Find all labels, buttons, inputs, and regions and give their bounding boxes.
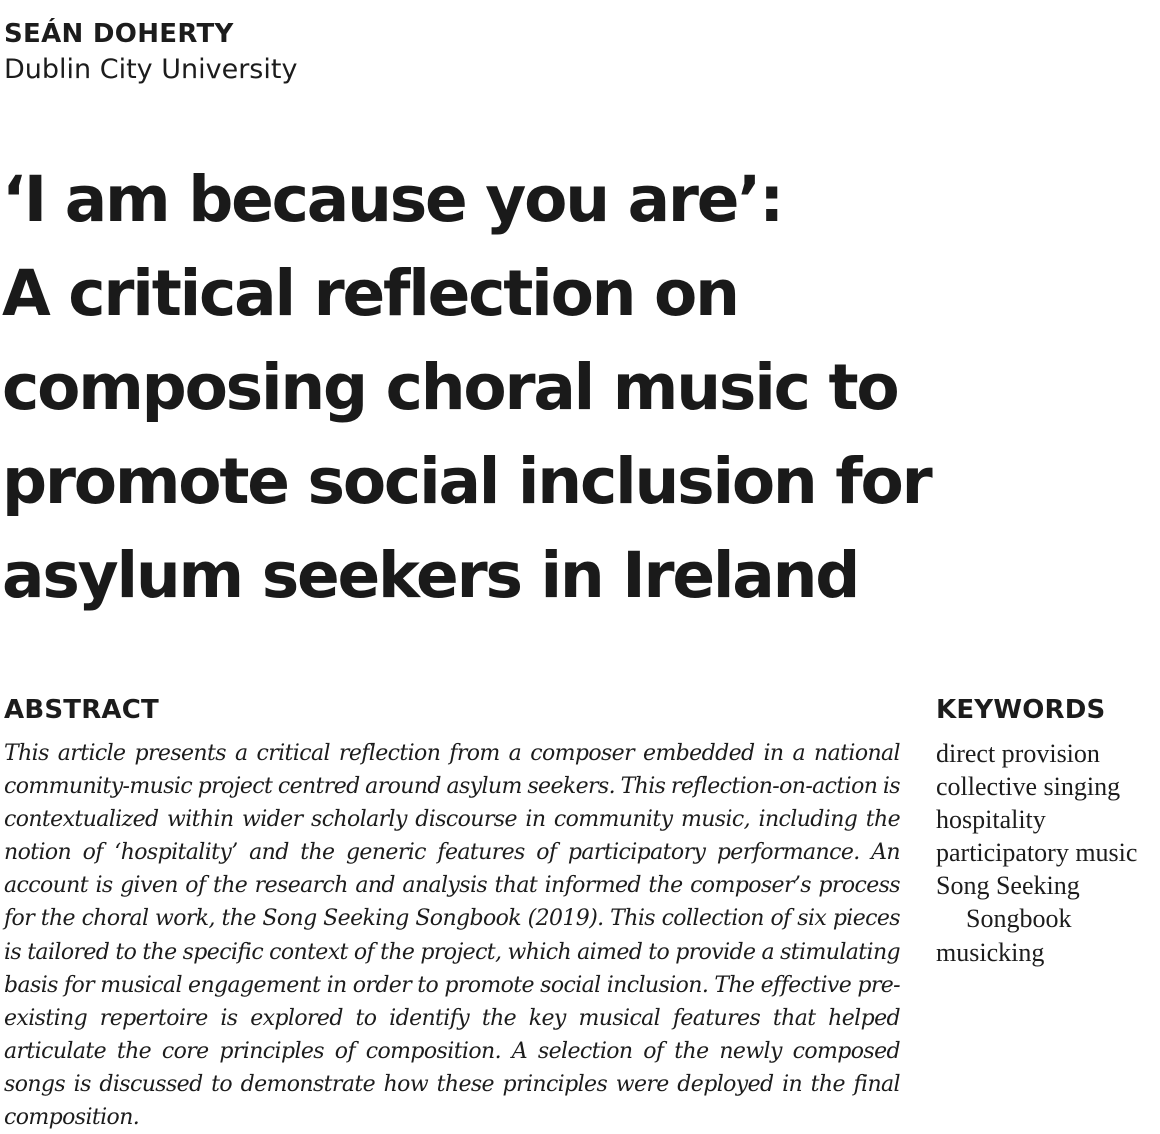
abstract-text: This article presents a critical reflection from a composer embedded in a national community-music project centred around asylum seekers. This reflection-on-action is contextualized within wider scholarly discourse in community music, including the notion of ‘hospitality’ and the generic features of participatory performance. An account is given of the research and analysis that informed the composer’s process for the choral work, the Song Seeking Songbook (2019). This collection of six pieces is tailored to the specific context of the project, which aimed to provide a stimulating basis for musical engagement in order to promote social inclusion. The effective pre-existing repertoire is explored to identify the key musical features that helped articulate the core principles of composition. A selection of the newly composed songs is discussed to demonstrate how these principles were deployed in the final composition.: [4, 741, 900, 1131]
title-line: composing choral music to: [2, 351, 898, 424]
author-affiliation: Dublin City University: [4, 54, 298, 85]
keywords-heading: KEYWORDS: [936, 695, 1106, 725]
title-line: A critical reflection on: [2, 257, 738, 330]
keyword-item: musicking: [936, 937, 1045, 967]
keyword-item: direct provision: [936, 739, 1100, 768]
title-line: asylum seekers in Ireland: [2, 539, 859, 612]
abstract-heading: ABSTRACT: [4, 695, 159, 725]
title-line: ‘I am because you are’:: [2, 163, 783, 236]
keyword-item: Song Seeking Songbook: [936, 871, 1080, 934]
title-line: promote social inclusion for: [2, 445, 931, 518]
keywords-list: [936, 737, 1158, 969]
keyword-item: collective singing: [936, 772, 1121, 802]
keyword-item: participatory music: [936, 838, 1138, 868]
keyword-item: hospitality: [936, 805, 1046, 835]
author-name: SEÁN DOHERTY: [4, 19, 234, 49]
article-title: [2, 153, 931, 623]
